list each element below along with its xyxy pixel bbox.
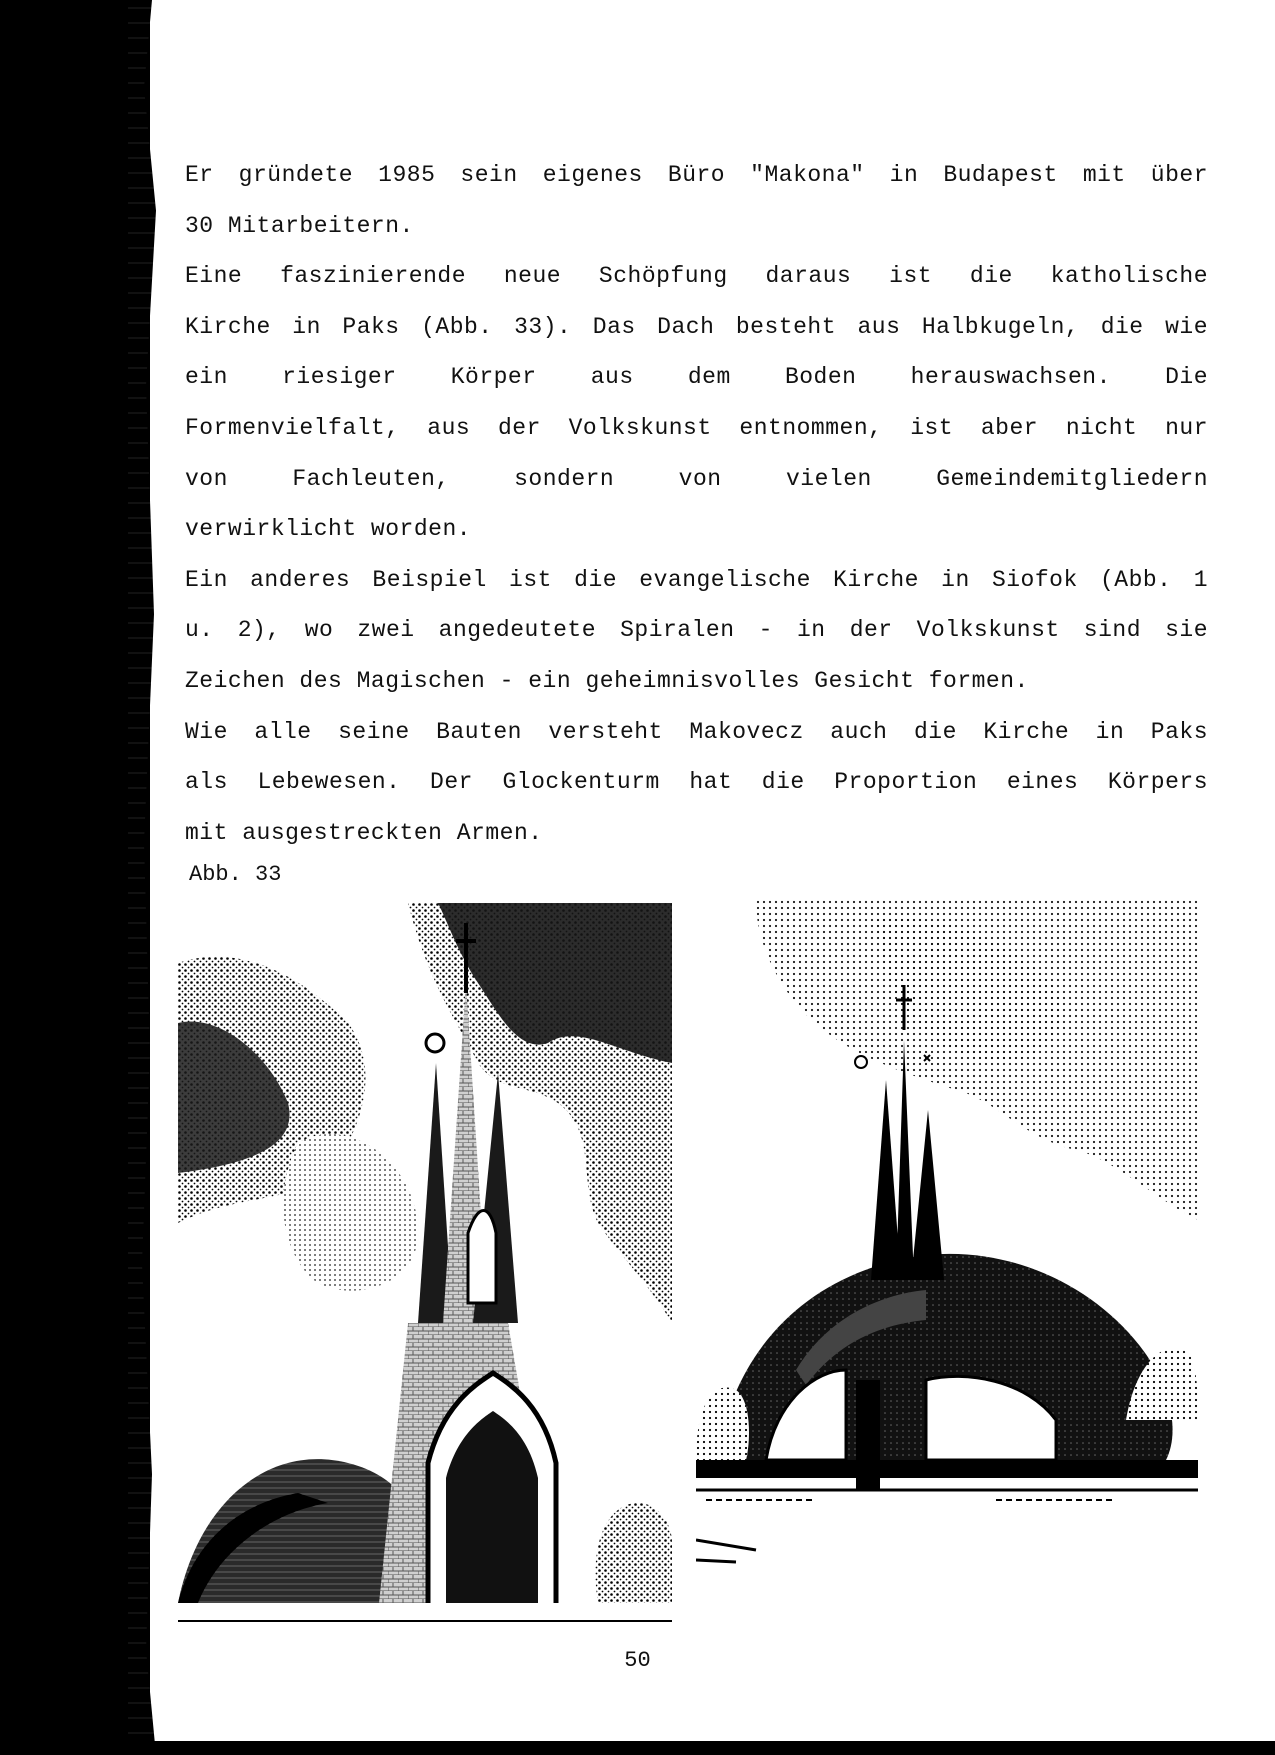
text-line: ein riesiger Körper aus dem Boden herauswachsen. Die — [185, 364, 1208, 391]
text-line: 30 Mitarbeitern. — [185, 212, 414, 239]
text-line: Eine faszinierende neue Schöpfung daraus ist die katholische — [185, 263, 1208, 290]
paragraph — [185, 707, 1208, 859]
paragraph — [185, 251, 1208, 555]
text-line: mit ausgestreckten Armen. — [185, 819, 543, 846]
text-line: von Fachleuten, sondern von vielen Gemeindemitgliedern — [185, 465, 1208, 492]
church-siofok-photo — [696, 900, 1198, 1617]
text-line: Formenvielfalt, aus der Volkskunst entnommen, ist aber nicht nur — [185, 414, 1208, 441]
text-line: verwirklicht worden. — [185, 516, 472, 543]
figure-label: Abb. 33 — [189, 862, 282, 887]
scan-left-edge — [0, 0, 150, 1755]
text-line: als Lebewesen. Der Glockenturm hat die Proportion eines Körpers — [185, 769, 1208, 796]
page-number: 50 — [624, 1648, 651, 1673]
text-line: Kirche in Paks (Abb. 33). Das Dach besteht aus Halbkugeln, die wie — [185, 313, 1208, 340]
scan-bottom-edge — [0, 1741, 1275, 1755]
church-paks-photo — [178, 903, 672, 1637]
body-text — [185, 150, 1208, 858]
paragraph — [185, 150, 1208, 251]
text-line: Zeichen des Magischen - ein geheimnisvolles Gesicht formen. — [185, 667, 1029, 694]
text-line: Wie alle seine Bauten versteht Makovecz auch die Kirche in Paks — [185, 718, 1208, 745]
paragraph — [185, 555, 1208, 707]
text-line: u. 2), wo zwei angedeutete Spiralen - in der Volkskunst sind sie — [185, 617, 1208, 644]
text-line: Ein anderes Beispiel ist die evangelische Kirche in Siofok (Abb. 1 — [185, 566, 1208, 593]
text-line: Er gründete 1985 sein eigenes Büro "Makona" in Budapest mit über — [185, 162, 1208, 188]
